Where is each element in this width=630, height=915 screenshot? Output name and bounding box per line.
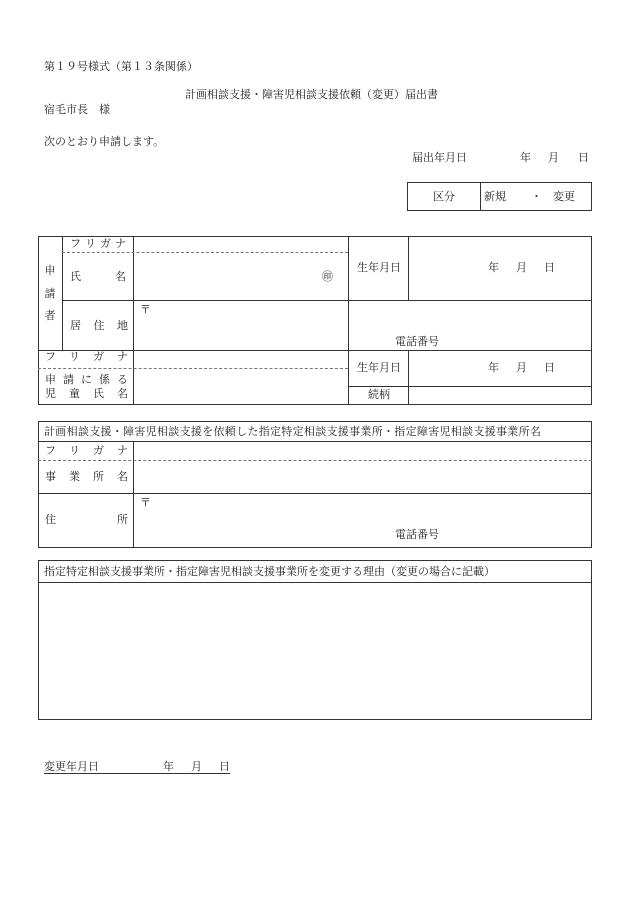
applicant-furigana-label: フ リ ガ ナ	[70, 238, 126, 250]
office-postal-mark: 〒	[140, 497, 151, 509]
category-label: 区分	[433, 191, 455, 203]
applicant-section-label: 申 請 者	[44, 265, 56, 322]
applicant-phone-label: 電話番号	[395, 336, 439, 348]
office-header: 計画相談支援・障害児相談支援を依頼した指定特定相談支援事業所・指定障害児相談支援事業所名	[44, 426, 542, 438]
table-rule	[38, 441, 592, 442]
table-rule	[408, 236, 409, 300]
applicant-birthdate-label: 生年月日	[357, 262, 401, 274]
applicant-birthdate-month: 月	[516, 262, 527, 274]
child-birthdate-day: 日	[544, 362, 555, 374]
child-name-field	[134, 369, 347, 404]
child-furigana-label: フ リ ガ ナ	[45, 351, 128, 363]
office-furigana-label: フ リ ガ ナ	[45, 445, 128, 457]
office-name-field	[134, 461, 591, 492]
applicant-postal-mark: 〒	[140, 304, 151, 316]
change-date-month: 月	[191, 761, 202, 773]
filing-date-year: 年	[520, 152, 531, 164]
change-reason-header: 指定特定相談支援事業所・指定障害児相談支援事業所を変更する理由（変更の場合に記載）	[44, 566, 495, 578]
filing-date-day: 日	[578, 152, 589, 164]
child-name-label-line2: 児 童 氏 名	[45, 388, 128, 400]
applicant-address-field	[134, 301, 591, 349]
category-option-new: 新規	[484, 191, 506, 203]
applicant-furigana-field	[134, 237, 347, 251]
applicant-name-field	[134, 253, 347, 299]
category-option-change: 変更	[553, 191, 575, 203]
child-name-label-line1: 申 請 に 係 る	[45, 374, 128, 386]
seal-mark: ㊞	[322, 271, 333, 283]
office-name-label: 事 業 所 名	[45, 471, 128, 483]
change-date-underline	[44, 773, 230, 774]
category-divider	[480, 182, 481, 211]
filing-date-label: 届出年月日	[412, 152, 467, 164]
child-birthdate-year: 年	[488, 362, 499, 374]
applicant-address-label: 居 住 地	[70, 320, 128, 332]
child-relationship-field	[409, 387, 591, 404]
change-date-day: 日	[219, 761, 230, 773]
change-reason-field	[39, 583, 591, 719]
category-separator: ・	[531, 191, 542, 203]
child-relationship-label: 続柄	[368, 389, 390, 401]
addressee: 宿毛市長 様	[44, 104, 110, 116]
table-rule	[62, 236, 63, 350]
office-address-label: 住 所	[45, 514, 128, 526]
child-birthdate-label: 生年月日	[357, 362, 401, 374]
office-phone-label: 電話番号	[395, 529, 439, 541]
applicant-name-label: 氏 名	[70, 271, 126, 283]
applicant-birthdate-year: 年	[488, 262, 499, 274]
change-date-year: 年	[163, 761, 174, 773]
applicant-birthdate-day: 日	[544, 262, 555, 274]
form-title: 計画相談支援・障害児相談支援依頼（変更）届出書	[185, 89, 438, 101]
filing-date-month: 月	[548, 152, 559, 164]
change-date-label: 変更年月日	[44, 761, 99, 773]
intro-text: 次のとおり申請します。	[44, 136, 165, 148]
office-address-field	[134, 494, 591, 547]
form-number: 第１９号様式（第１３条関係）	[44, 61, 198, 73]
child-birthdate-month: 月	[516, 362, 527, 374]
